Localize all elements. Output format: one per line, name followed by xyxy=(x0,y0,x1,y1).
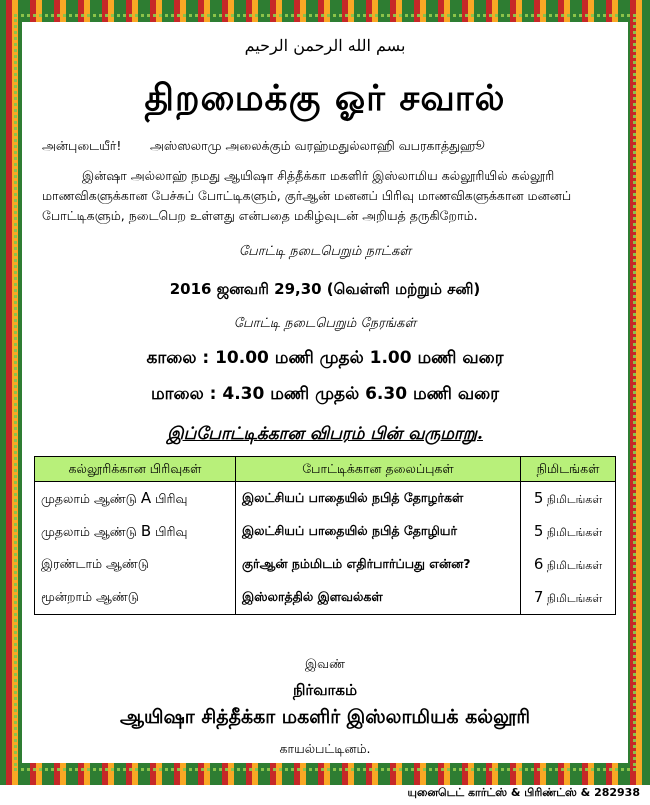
topic-cell: குர்ஆன் நம்மிடம் எதிர்பார்ப்பது என்ன? xyxy=(236,548,521,581)
minutes-cell xyxy=(521,548,616,581)
intro-text: இன்ஷா அல்லாஹ் நமது ஆயிஷா சித்தீக்கா மகளிர் இஸ்லாமிய கல்லூரியில் கல்லூரி மாணவிகளுக்கான பேச்சுப் போட்டிகளும், குர்ஆன் மனனப் பிரிவு மாணவிகளுக்கான மனனப் போட்டிகளும், நடைபெற உள்ளது என்பதை மகிழ்வுடன் அறியத் தருகிறோம். xyxy=(42,168,572,223)
evening-session: மாலை : 4.30 மணி முதல் 6.30 மணி வரை xyxy=(150,384,499,404)
division-suffix: பிரிவு xyxy=(155,524,188,539)
topic-cell: இலட்சியப் பாதையில் நபித் தோழியர் xyxy=(236,515,521,548)
table-row xyxy=(35,482,616,516)
bismillah-calligraphy: بسم الله الرحمن الرحيم xyxy=(244,36,406,55)
minutes-value: 7 xyxy=(533,588,544,606)
college-place: காயல்பட்டினம். xyxy=(279,741,371,756)
division-cell xyxy=(35,482,236,516)
table-row xyxy=(35,515,616,548)
competition-table xyxy=(34,456,616,615)
division-name: முதலாம் ஆண்டு xyxy=(41,524,137,539)
topic-cell: இலட்சியப் பாதையில் நபித் தோழர்கள் xyxy=(236,482,521,516)
notice-content xyxy=(30,26,620,766)
table-header-row xyxy=(35,457,616,482)
header-division: கல்லூரிக்கான பிரிவுகள் xyxy=(35,457,236,482)
signature-admin: நிர்வாகம் xyxy=(292,681,358,699)
division-cell xyxy=(35,515,236,548)
salutation: அன்புடையீர்! xyxy=(42,138,122,153)
minutes-value: 5 xyxy=(533,522,544,540)
minutes-unit: நிமிடங்கள் xyxy=(546,559,603,572)
division-cell xyxy=(35,548,236,581)
division-name: இரண்டாம் ஆண்டு xyxy=(41,556,149,571)
table-row xyxy=(35,548,616,581)
notice-title: திறமைக்கு ஓர் சவால் xyxy=(144,78,506,119)
header-topic: போட்டிக்கான தலைப்புகள் xyxy=(236,457,521,482)
dates-heading: போட்டி நடைபெறும் நாட்கள் xyxy=(238,244,412,259)
table-row xyxy=(35,581,616,615)
minutes-unit: நிமிடங்கள் xyxy=(546,526,603,539)
division-name: மூன்றாம் ஆண்டு xyxy=(41,589,139,604)
minutes-value: 5 xyxy=(533,489,544,507)
topic-cell: இஸ்லாத்தில் இளவல்கள் xyxy=(236,581,521,615)
division-name: முதலாம் ஆண்டு xyxy=(41,491,137,506)
competition-dates: 2016 ஜனவரி 29,30 (வெள்ளி மற்றும் சனி) xyxy=(169,280,481,298)
division-letter: B xyxy=(140,522,152,540)
division-suffix: பிரிவு xyxy=(155,491,188,506)
salam-greeting: அஸ்ஸலாமு அலைக்கும் வரஹ்மதுல்லாஹி வபரகாத்துஹூ xyxy=(150,138,485,153)
division-letter: A xyxy=(140,489,152,507)
minutes-unit: நிமிடங்கள் xyxy=(546,592,603,605)
minutes-cell xyxy=(521,515,616,548)
college-name: ஆயிஷா சித்தீக்கா மகளிர் இஸ்லாமியக் கல்லூரி xyxy=(119,706,530,728)
division-cell xyxy=(35,581,236,615)
times-heading: போட்டி நடைபெறும் நேரங்கள் xyxy=(233,316,417,331)
intro-paragraph xyxy=(42,166,612,226)
minutes-value: 6 xyxy=(533,555,544,573)
header-minutes: நிமிடங்கள் xyxy=(521,457,616,482)
minutes-unit: நிமிடங்கள் xyxy=(546,493,603,506)
minutes-cell xyxy=(521,482,616,516)
signature-from: இவண் xyxy=(304,656,346,671)
morning-session: காலை : 10.00 மணி முதல் 1.00 மணி வரை xyxy=(146,348,504,368)
details-heading: இப்போட்டிக்கான விபரம் பின் வருமாறு. xyxy=(167,424,483,444)
printer-credit: யுனைடெட் கார்ட்ஸ் & பிரிண்ட்ஸ் & 282938 xyxy=(407,786,640,799)
minutes-cell xyxy=(521,581,616,615)
